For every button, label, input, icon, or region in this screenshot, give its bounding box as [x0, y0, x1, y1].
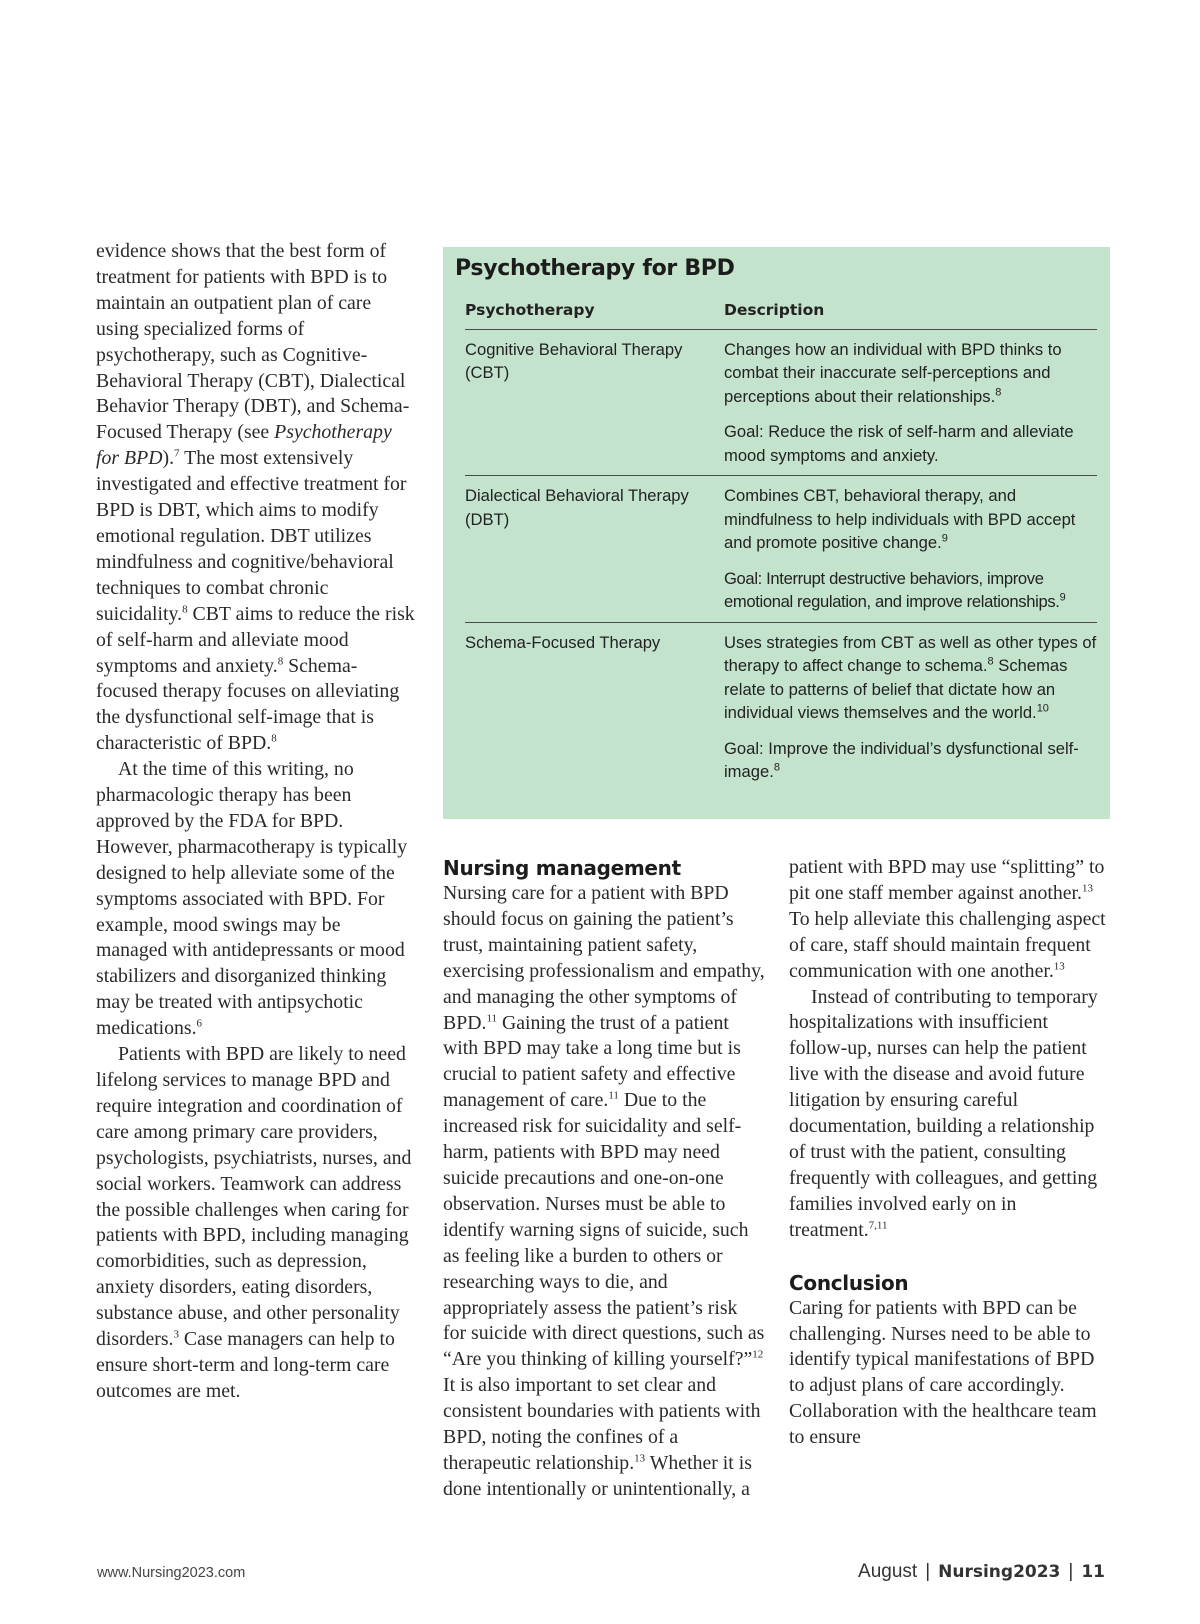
therapy-goal: Goal: Improve the individual’s dysfunctional self-image.$^8$ [724, 738, 1079, 781]
therapy-description: Combines CBT, behavioral therapy, and mindfulness to help individuals with BPD accept and promote positive change.$^9$ Goal: Interrupt destructive behaviors, improve emotional regulation, and improve relationships.$^9$ [724, 476, 1097, 623]
therapy-description: Changes how an individual with BPD thinks to combat their inaccurate self-perceptions and perceptions about their relationships.$^8$ Goal: Reduce the risk of self-harm and alleviate mood symptoms and anxiety. [724, 329, 1097, 476]
therapy-name: Dialectical Behavioral Therapy (DBT) [465, 476, 724, 623]
column-header-psychotherapy: Psychotherapy [465, 295, 724, 329]
nursing-paragraph-2: Instead of contributing to temporary hospitalizations with insufficient follow-up, nurses can help the patient live with the disease and avoid future litigation by ensuring careful documentation, building a relationship of trust with the patient, consulting frequently with colleagues, and getting families involved early on in treatment.$^{7,11}$ [789, 985, 1098, 1241]
page-number: 11 [1081, 1562, 1105, 1582]
footer-folio: August | Nursing2023 | 11 [858, 1561, 1105, 1582]
table-row [465, 476, 1097, 623]
footer-month: August [858, 1561, 918, 1582]
psychotherapy-table [465, 295, 1097, 792]
section-heading-conclusion: Conclusion [789, 1270, 909, 1295]
middle-column [443, 855, 1111, 1505]
therapy-name: Cognitive Behavioral Therapy (CBT) [465, 329, 724, 476]
footer-journal: Nursing2023 [938, 1562, 1061, 1582]
table-row [465, 329, 1097, 476]
therapy-name: Schema-Focused Therapy [465, 632, 661, 652]
sidebar-title: Psychotherapy for BPD [455, 256, 735, 281]
footer-website: www.Nursing2023.com [97, 1565, 246, 1581]
left-column [96, 239, 416, 1405]
section-heading-nursing-management: Nursing management [443, 856, 681, 880]
column-header-description: Description [724, 295, 1097, 329]
cross-reference: Psychotherapy for BPD [96, 421, 392, 470]
left-paragraph-1: evidence shows that the best form of treatment for patients with BPD is to maintain an outpatient plan of care using specialized forms of psychotherapy, such as Cognitive-Behavioral Therapy (CBT), Dialectical Behavior Therapy (DBT), and Schema-Focused Therapy (see Psychotherapy for BPD).$^7$ The most extensively investigated and effective treatment for BPD is DBT, which aims to modify emotional regulation. DBT utilizes mindfulness and cognitive/behavioral techniques to combat chronic suicidality.$^8$ CBT aims to reduce the risk of self-harm and alleviate mood symptoms and anxiety.$^8$ Schema-focused therapy focuses on alleviating the dysfunctional self-image that is characteristic of BPD.$^8$ [96, 240, 415, 755]
table-header-row [465, 295, 1097, 329]
conclusion-paragraph: Caring for patients with BPD can be challenging. Nurses need to be able to identify typical manifestations of BPD to adjust plans of care accordingly. Collaboration with the healthcare team to ensure [789, 1296, 1097, 1449]
nursing-paragraph-1: Nursing care for a patient with BPD should focus on gaining the patient’s trust, maintaining patient safety, exercising professionalism and empathy, and managing the other symptoms of BPD.$^{11}$ Gaining the trust of a patient with BPD may take a long time but is crucial to patient safety and effective management of care.$^{11}$ Due to the increased risk for suicidality and self-harm, patients with BPD may need suicide precautions and one-on-one observation. Nurses must be able to identify warning signs of suicide, such as feeling like a burden to others or researching ways to die, and appropriately assess the patient’s risk for suicide with direct questions, such as “Are you thinking of killing yourself?”$^{12}$ It is also important to set clear and consistent boundaries with patients with BPD, noting the confines of a therapeutic relationship.$^{13}$ Whether it is done intentionally or unintentionally, a patient with BPD may use “splitting” to pit one staff member against another.$^{13}$ To help alleviate this challenging aspect of care, staff should maintain frequent communication with one another.$^{13}$ [443, 856, 1106, 1500]
therapy-goal: Goal: Reduce the risk of self-harm and alleviate mood symptoms and anxiety. [724, 422, 1074, 465]
left-paragraph-3: Patients with BPD are likely to need lifelong services to manage BPD and require integration and coordination of care among primary care providers, psychologists, psychiatrists, nurses, and social workers. Teamwork can address the possible challenges when caring for patients with BPD, including managing comorbidities, such as depression, anxiety disorders, eating disorders, substance abuse, and other personality disorders.$^3$ Case managers can help to ensure short-term and long-term care outcomes are met. [96, 1043, 412, 1402]
table-row [465, 622, 1097, 792]
psychotherapy-sidebar [443, 247, 1110, 819]
therapy-description: Uses strategies from CBT as well as other types of therapy to affect change to schema.$^8$ Schemas relate to patterns of belief that dictate how an individual views themselves and the world.$^{10}$ Goal: Improve the individual’s dysfunctional self-image.$^8$ [724, 622, 1097, 792]
left-paragraph-2: At the time of this writing, no pharmacologic therapy has been approved by the FDA for BPD. However, pharmacotherapy is typically designed to help alleviate some of the symptoms associated with BPD. For example, mood swings may be managed with antidepressants or mood stabilizers and disorganized thinking may be treated with antipsychotic medications.$^6$ [96, 758, 408, 1040]
therapy-goal: Goal: Interrupt destructive behaviors, improve emotional regulation, and improve relationships.$^9$ [724, 568, 1066, 611]
